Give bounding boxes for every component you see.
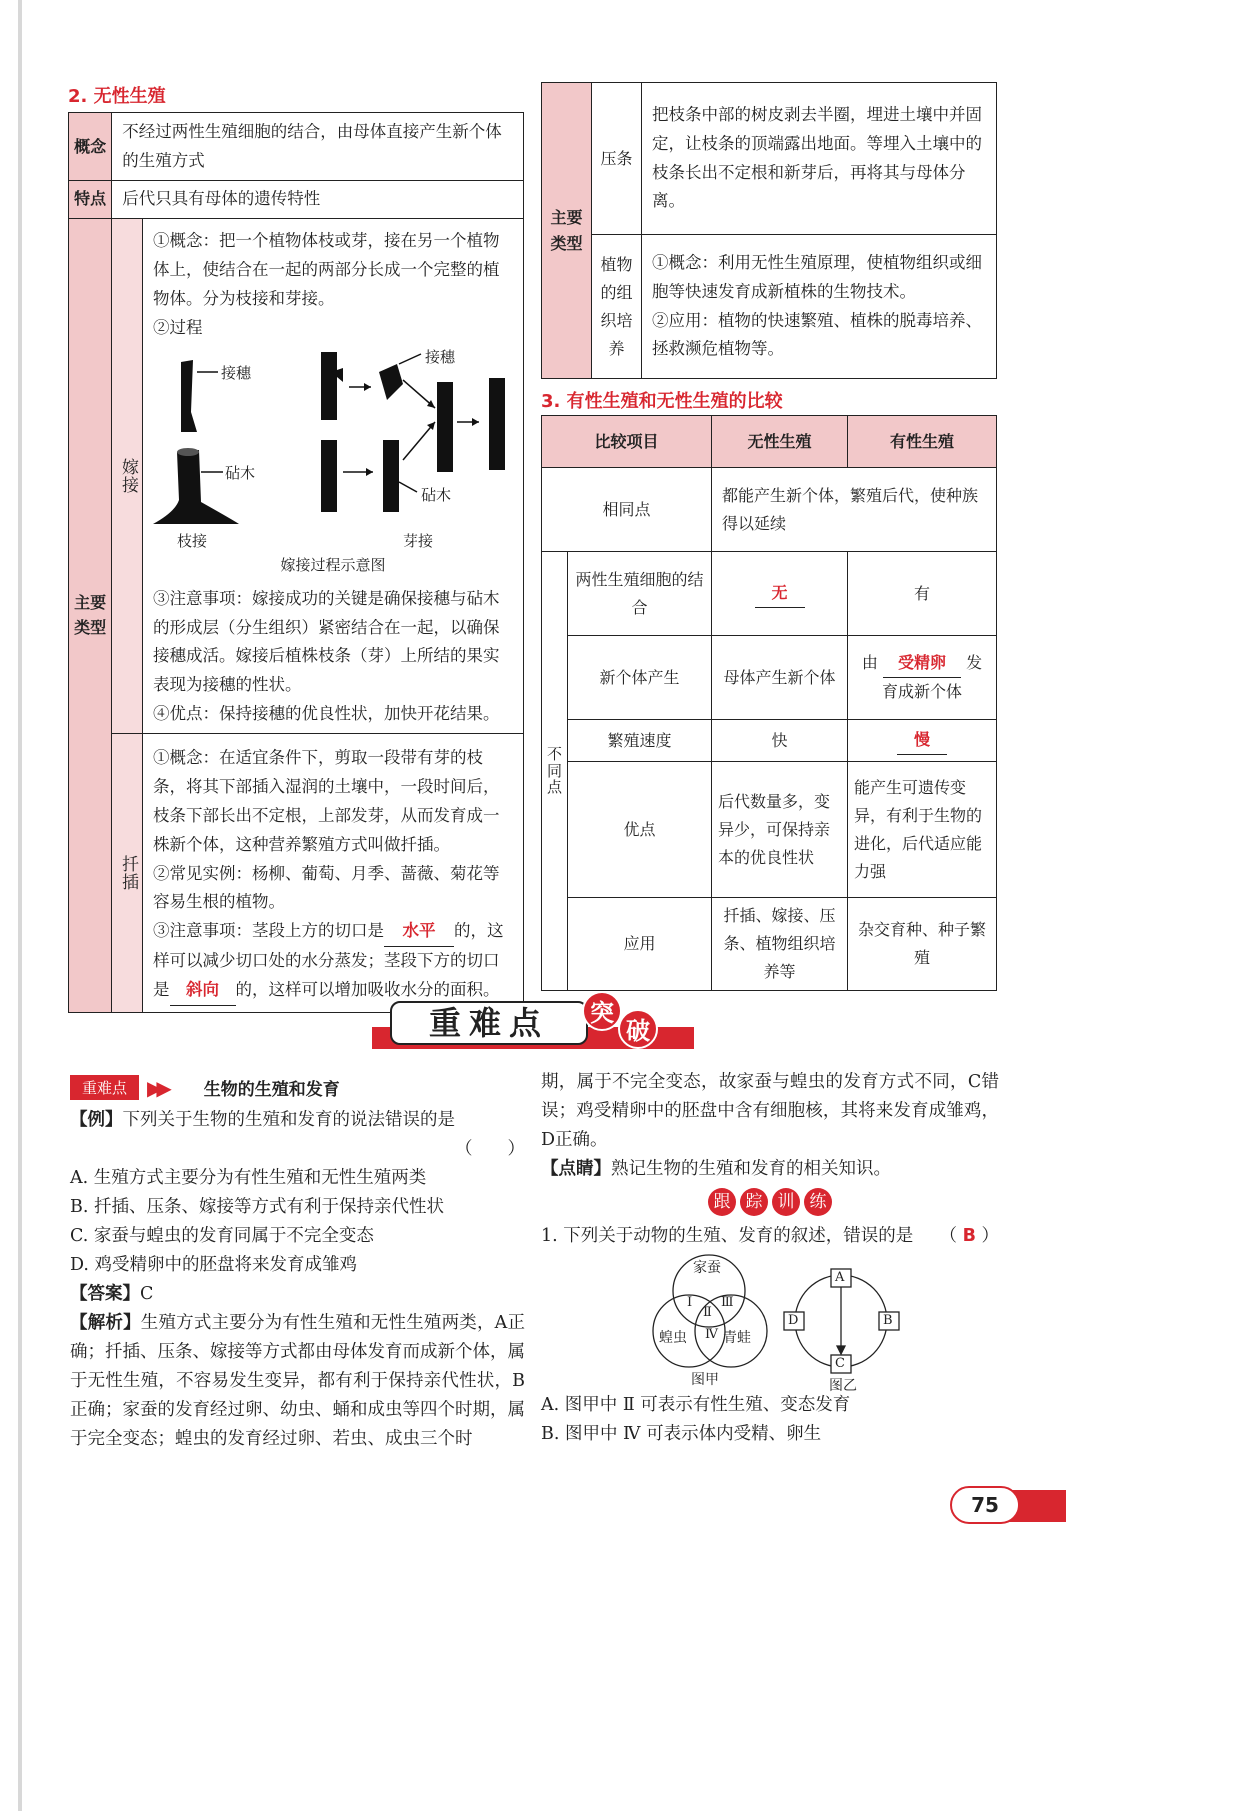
venn-frog: 青蛙 — [723, 1330, 751, 1346]
cutting-cell — [143, 734, 524, 1013]
concept-label: 概念 — [69, 113, 112, 181]
venn-and-cycle-diagram — [541, 1251, 999, 1391]
cutting-notes: ③注意事项：茎段上方的切口是 水平 的，这样可以减少切口处的水分蒸发；茎段下方的切口是 斜向 的，这样可以增加吸收水分的面积。 — [153, 917, 513, 1006]
cutting-label: 扦插 — [112, 734, 143, 1013]
tissue-application: ②应用：植物的快速繁殖、植株的脱毒培养、拯救濒危植物等。 — [652, 310, 982, 359]
diff-point-label: 不同点 — [542, 552, 568, 991]
row-speed-asexual: 快 — [712, 720, 848, 762]
analysis-right: 期，属于不完全变态，故家蚕与蝗虫的发育方式不同，C错误；鸡受精卵中的胚盘中含有细胞核，其将来发育成雏鸡，D正确。 — [541, 1072, 999, 1150]
option-d: D. 鸡受精卵中的胚盘将来发育成雏鸡 — [70, 1255, 358, 1275]
answer-paren: （ ） — [455, 1139, 525, 1159]
cycle-d: D — [788, 1313, 799, 1328]
analysis-left: 【解析】生殖方式主要分为有性生殖和无性生殖两类，A正确；扦插、压条、嫁接等方式都由母体发育而成新个体，属于无性生殖，不容易发生变异，都有利于保持亲代性状，B正确；家蚕的发育经过卵、幼虫、蛹和成虫等四个时期，属于完全变态；蝗虫的发育经过卵、若虫、成虫三个时 — [70, 1313, 525, 1449]
question-1: 1. 下列关于动物的生殖、发育的叙述，错误的是 （ B ） — [541, 1226, 999, 1246]
label-scion-2: 接穗 — [425, 348, 456, 367]
row-application-sexual: 杂交育种、种子繁殖 — [848, 898, 997, 991]
feature-label: 特点 — [69, 181, 112, 219]
asexual-table — [68, 112, 524, 999]
row-advantage-item: 优点 — [568, 762, 712, 898]
header-item: 比较项目 — [542, 416, 712, 468]
fill-horizontal: 水平 — [384, 917, 454, 947]
right-main-types-label: 主要类型 — [542, 83, 592, 379]
key-point-title: 生物的生殖和发育 — [203, 1080, 340, 1100]
q1-option-b: B. 图甲中 Ⅳ 可表示体内受精、卵生 — [541, 1424, 822, 1444]
same-point-label: 相同点 — [542, 468, 712, 552]
tissue-culture-cell — [642, 235, 997, 379]
row-fusion-sexual: 有 — [848, 552, 997, 636]
main-types-label: 主要类型 — [69, 218, 112, 1012]
banner-title: 重难点 — [390, 1001, 588, 1045]
cycle-a: A — [835, 1270, 845, 1285]
row-advantage-sexual: 能产生可遗传变异，有利于生物的进化，后代适应能力强 — [848, 762, 997, 898]
grafting-advantage: ④优点：保持接穗的优良性状，加快开花结果。 — [153, 704, 500, 724]
grafting-concept: ①概念：把一个植物体枝或芽，接在另一个植物体上，使结合在一起的两部分长成一个完整的植物体。分为枝接和芽接。 — [153, 230, 500, 308]
asexual-table-continued — [541, 82, 997, 378]
label-stock-2: 砧木 — [421, 486, 452, 505]
layering-label: 压条 — [592, 83, 642, 235]
double-arrow-icon: ▶▶ — [147, 1075, 166, 1100]
grafting-cell — [143, 218, 524, 733]
concept-text: 不经过两性生殖细胞的结合，由母体直接产生新个体的生殖方式 — [112, 113, 524, 181]
example-question: 【例】下列关于生物的生殖和发育的说法错误的是 — [70, 1110, 455, 1130]
grafting-notes: ③注意事项：嫁接成功的关键是确保接穗与砧木的形成层（分生组织）紧密结合在一起，以确保接穗成活。嫁接后植株枝条（芽）上所结的果实表现为接穗的性状。 — [153, 588, 500, 695]
row-speed-item: 繁殖速度 — [568, 720, 712, 762]
cycle-c: C — [835, 1356, 845, 1371]
row-application-asexual: 扦插、嫁接、压条、植物组织培养等 — [712, 898, 848, 991]
tip: 【点睛】熟记生物的生殖和发育的相关知识。 — [541, 1159, 891, 1179]
page-number-tab — [946, 1484, 1066, 1526]
venn-region-i: Ⅰ — [687, 1295, 693, 1310]
row-new-individual-item: 新个体产生 — [568, 636, 712, 720]
row-speed-sexual: 慢 — [848, 720, 997, 762]
grafting-process: ②过程 — [153, 317, 203, 337]
answer: 【答案】C — [70, 1284, 154, 1304]
option-a: A. 生殖方式主要分为有性生殖和无性生殖两类 — [70, 1168, 427, 1188]
grafting-diagram — [153, 342, 513, 552]
label-branch-graft: 枝接 — [177, 532, 208, 551]
row-application-item: 应用 — [568, 898, 712, 991]
section-title-asexual: 2. 无性生殖 — [68, 86, 166, 107]
cutting-examples: ②常见实例：杨柳、葡萄、月季、蔷薇、菊花等容易生根的植物。 — [153, 863, 500, 912]
tissue-culture-label: 植物的组织培养 — [592, 235, 642, 379]
row-fusion-item: 两性生殖细胞的结合 — [568, 552, 712, 636]
page-number: 75 — [950, 1486, 1020, 1524]
banner-char-1: 突 — [582, 991, 622, 1031]
label-stock-1: 砧木 — [225, 464, 256, 483]
option-b: B. 扦插、压条、嫁接等方式有利于保持亲代性状 — [70, 1197, 444, 1217]
venn-silkworm: 家蚕 — [693, 1260, 721, 1276]
header-sexual: 有性生殖 — [848, 416, 997, 468]
page-edge — [18, 0, 22, 1811]
comparison-table — [541, 415, 997, 981]
bud-graft — [321, 352, 505, 512]
key-point-header — [70, 1075, 525, 1100]
fill-oblique: 斜向 — [170, 976, 236, 1006]
row-new-individual-sexual: 由 受精卵 发育成新个体 — [848, 636, 997, 720]
fig-a-label: 图甲 — [691, 1372, 719, 1388]
feature-text: 后代只具有母体的遗传特性 — [112, 181, 524, 219]
cutting-concept: ①概念：在适宜条件下，剪取一段带有芽的枝条，将其下部插入湿润的土壤中，一段时间后，枝条下部长出不定根，上部发芽，从而发育成一株新个体，这种营养繁殖方式叫做扦插。 — [153, 748, 500, 854]
layering-text: 把枝条中部的树皮剥去半圈，埋进土壤中并固定，让枝条的顶端露出地面。等埋入土壤中的枝条长出不定根和新芽后，再将其与母体分离。 — [642, 83, 997, 235]
fig-b-label: 图乙 — [829, 1378, 857, 1394]
grafting-caption: 嫁接过程示意图 — [280, 556, 386, 575]
venn-locust: 蝗虫 — [659, 1330, 687, 1346]
row-advantage-asexual: 后代数量多，变异少，可保持亲本的优良性状 — [712, 762, 848, 898]
option-c: C. 家蚕与蝗虫的发育同属于不完全变态 — [70, 1226, 374, 1246]
grafting-figure — [153, 342, 513, 552]
banner-char-2: 破 — [618, 1009, 658, 1049]
same-point-text: 都能产生新个体，繁殖后代，使种族得以延续 — [712, 468, 997, 552]
grafting-label: 嫁接 — [112, 218, 143, 733]
key-points-banner — [372, 997, 694, 1053]
row-fusion-asexual: 无 — [712, 552, 848, 636]
section-title-comparison: 3. 有性生殖和无性生殖的比较 — [541, 391, 783, 412]
cycle-b: B — [883, 1313, 893, 1328]
label-bud-graft: 芽接 — [403, 532, 434, 551]
right-bottom-column — [541, 1068, 999, 1449]
key-point-section — [70, 1075, 525, 1454]
question-1-figures — [541, 1251, 999, 1394]
q1-option-a: A. 图甲中 Ⅱ 可表示有性生殖、变态发育 — [541, 1395, 851, 1415]
row-new-individual-asexual: 母体产生新个体 — [712, 636, 848, 720]
venn-region-iii: Ⅲ — [721, 1295, 734, 1310]
tissue-concept: ①概念：利用无性生殖原理，使植物组织或细胞等快速发育成新植株的生物技术。 — [652, 252, 982, 301]
venn-region-iv: Ⅳ — [705, 1327, 718, 1342]
venn-region-ii: Ⅱ — [703, 1305, 712, 1320]
header-asexual: 无性生殖 — [712, 416, 848, 468]
label-scion-1: 接穗 — [221, 364, 252, 383]
practice-heading: 跟 踪 训 练 — [541, 1188, 999, 1216]
key-point-badge: 重难点 — [70, 1075, 139, 1100]
